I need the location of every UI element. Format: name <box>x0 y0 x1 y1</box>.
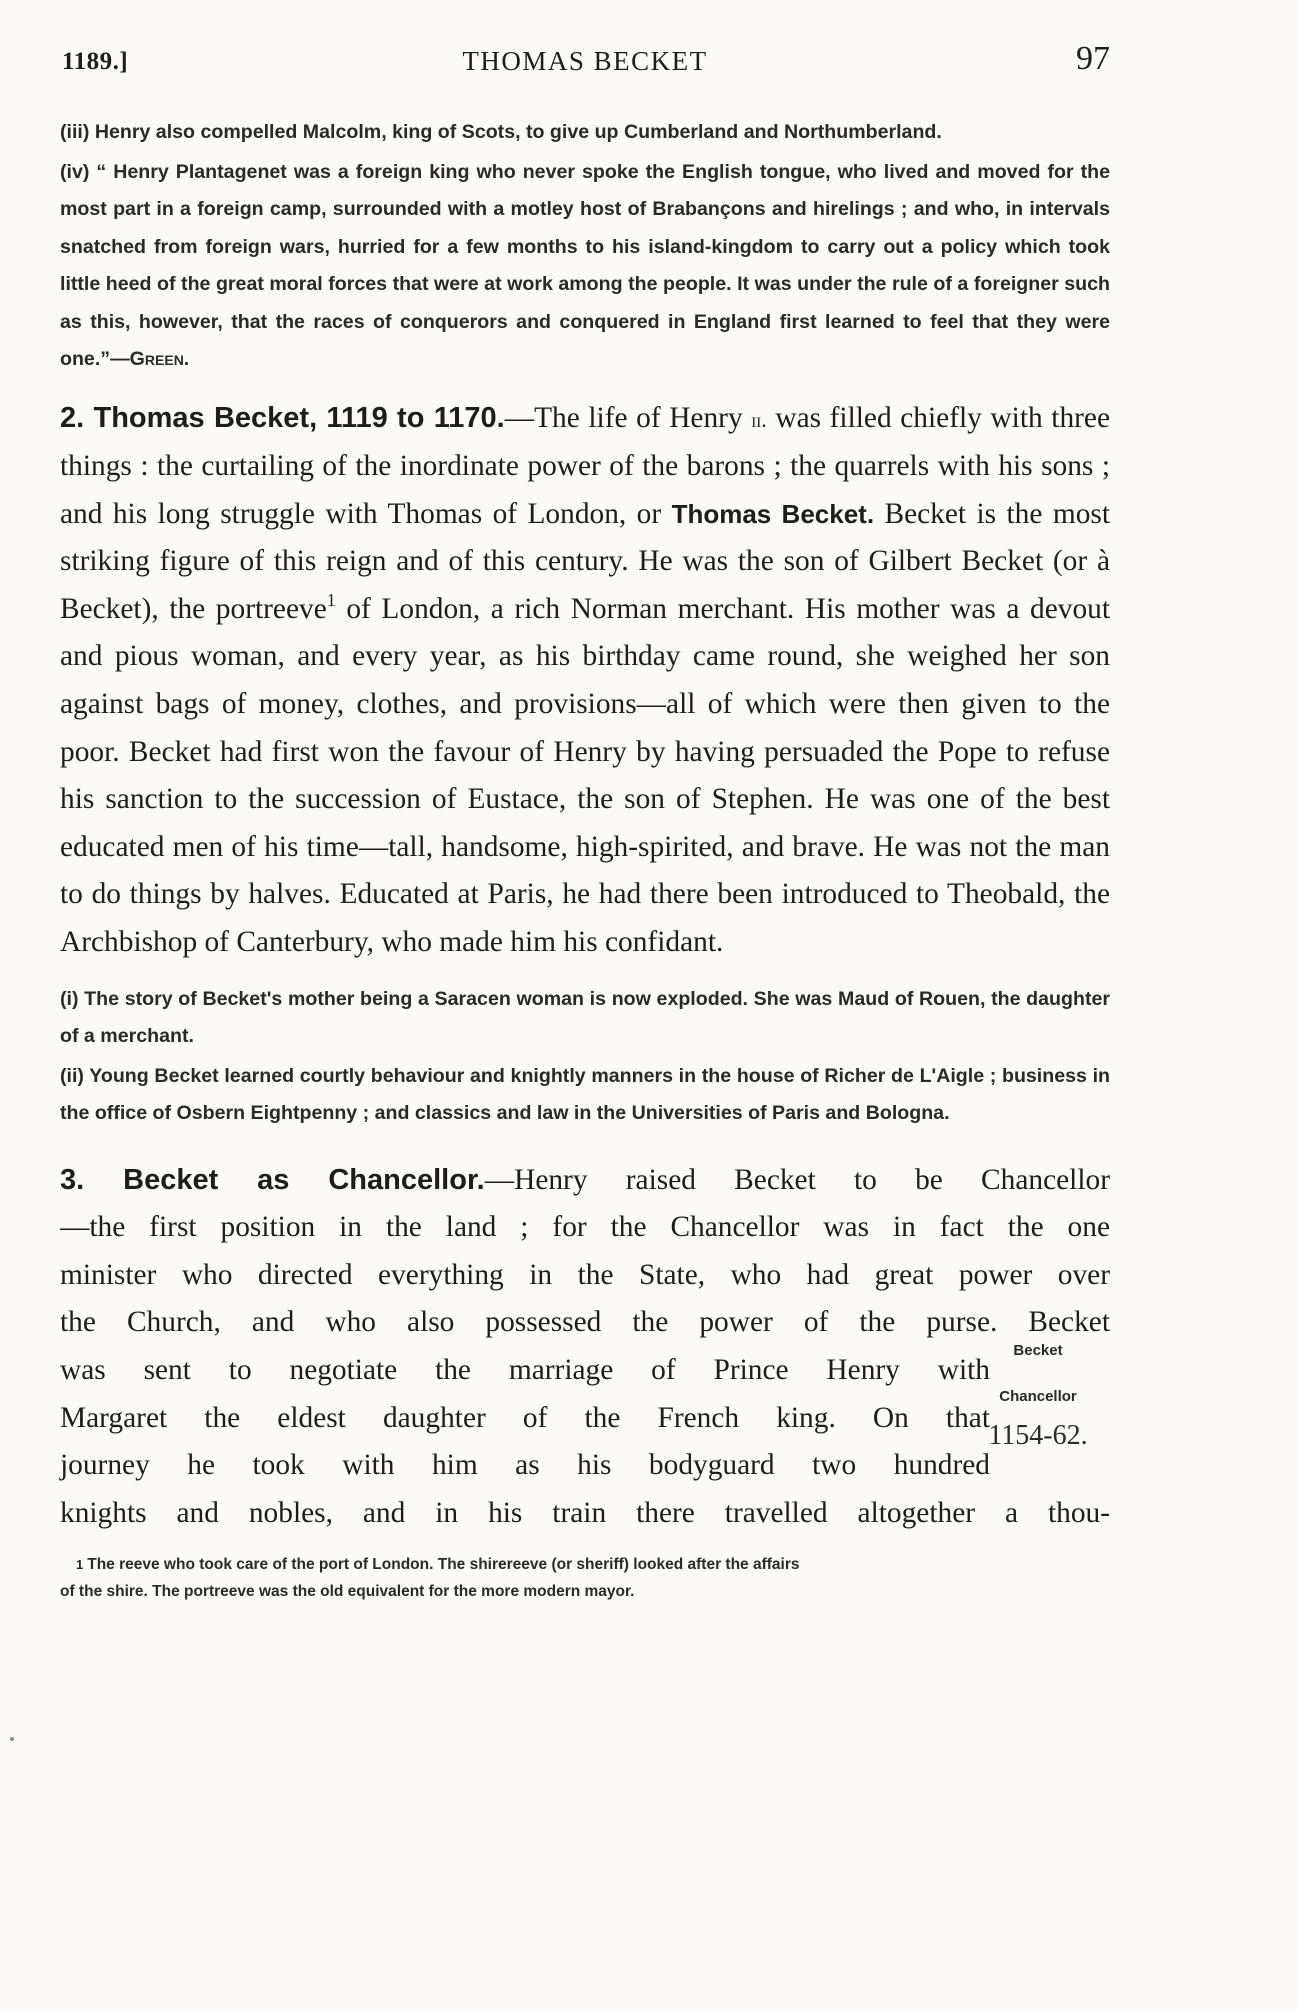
footnote-line-1 <box>60 1551 1110 1578</box>
margin-note <box>988 1343 1088 1451</box>
note-ii: (ii) Young Becket learned courtly behaviour and knightly manners in the house of Richer de L'Aigle ; business in the office of Osbern Eightpenny ; and classics and law in the Universities of Paris and Bologna. <box>60 1064 1110 1125</box>
roman-numeral: ii. <box>751 406 767 432</box>
header-title: THOMAS BECKET <box>462 46 708 76</box>
section-3-line: was sent to negotiate the marriage of Prince Henry with <box>60 1354 990 1386</box>
section-2-text-a: —The life of Henry <box>504 401 752 434</box>
footnote-line-2: of the shire. The portreeve was the old equivalent for the more modern mayor. <box>60 1583 635 1601</box>
section-3-line: Margaret the eldest daughter of the French king. On that <box>60 1401 990 1434</box>
running-head <box>60 40 1110 88</box>
section-3-line: minister who directed everything in the State, who had great power over <box>60 1258 1110 1291</box>
header-year: 1189.] <box>62 48 129 75</box>
section-3-line: journey he took with him as his bodyguard two hundred <box>60 1449 990 1482</box>
section-3-line: the Church, and who also possessed the power of the purse. Becket <box>60 1306 1110 1339</box>
note-i: (i) The story of Becket's mother being a Saracen woman is now exploded. She was Maud of Rouen, the daughter of a merchant. <box>60 987 1110 1048</box>
footnote-number: 1 <box>76 1557 84 1573</box>
page-number: 97 <box>1076 40 1110 77</box>
notes-middle <box>60 981 1110 1133</box>
section-2-text-b: was filled chiefly with three things : the curtailing of the inordinate power of the barons ; the quarrels with his sons ; and his long struggle with Thomas of London, or <box>60 401 1111 530</box>
section-2-text-d: of London, a rich Norman merchant. His mother was a devout and pious woman, and every year, as his birthday came round, she weighed her son against bags of money, clothes, and provisions—all of which were then given to the poor. Becket had first won the favour of Henry by having persuaded the Pope to refuse his sanction to the succession of Eustace, the son of Stephen. He was one of the best educated men of his time—tall, handsome, high-spirited, and brave. He was not the man to do things by halves. Educated at Paris, he had there been introduced to Theobald, the Archbishop of Canterbury, who made him his confidant. <box>60 592 1111 959</box>
note-iv-source: Green. <box>129 348 190 370</box>
section-3-line: —the first position in the land ; for the Chancellor was in fact the one <box>60 1211 1110 1244</box>
section-3-paragraph <box>60 1157 1110 1538</box>
section-3-line-text: —Henry raised Becket to be Chancellor <box>484 1163 1110 1196</box>
section-2-heading: 2. Thomas Becket, 1119 to 1170. <box>60 401 505 434</box>
section-3-line: knights and nobles, and in his train there travelled altogether a thou- <box>60 1496 1110 1529</box>
section-3-heading: 3. Becket as Chancellor. <box>60 1163 485 1196</box>
section-2-text-c: Becket is the most striking figure of this reign and of this century. He was the son of Gilbert Becket (or à Becket), the portreeve <box>60 497 1110 625</box>
margin-note-dates: 1154-62. <box>988 1419 1088 1451</box>
note-iii: (iii) Henry also compelled Malcolm, king of Scots, to give up Cumberland and Northumberland. <box>60 121 942 143</box>
book-page <box>60 40 1111 1605</box>
section-2-paragraph <box>60 395 1110 967</box>
footnote-text-1: The reeve who took care of the port of London. The shirereeve (or sheriff) looked after the affairs <box>87 1556 800 1574</box>
margin-note-becket: Becket <box>1013 1341 1063 1359</box>
footnote <box>60 1551 1110 1605</box>
footnote-ref: 1 <box>326 589 336 610</box>
note-iv <box>60 154 1110 379</box>
becket-name: Thomas Becket. <box>671 498 875 529</box>
section-3-line <box>60 1157 1110 1205</box>
note-iv-text: (iv) “ Henry Plantagenet was a foreign king who never spoke the English tongue, who lived and moved for the most part in a foreign camp, surrounded with a motley host of Brabançons and hirelings ; and who, in intervals snatched from foreign wars, hurried for a few months to his island-kingdom to carry out a policy which took little heed of the great moral forces that were at work among the people. It was under the rule of a foreigner such as this, however, that the races of conquerors and conquered in England first learned to feel that they were one.”— <box>60 160 1110 370</box>
margin-speck <box>10 1737 14 1741</box>
margin-note-chancellor: Chancellor <box>999 1387 1077 1405</box>
